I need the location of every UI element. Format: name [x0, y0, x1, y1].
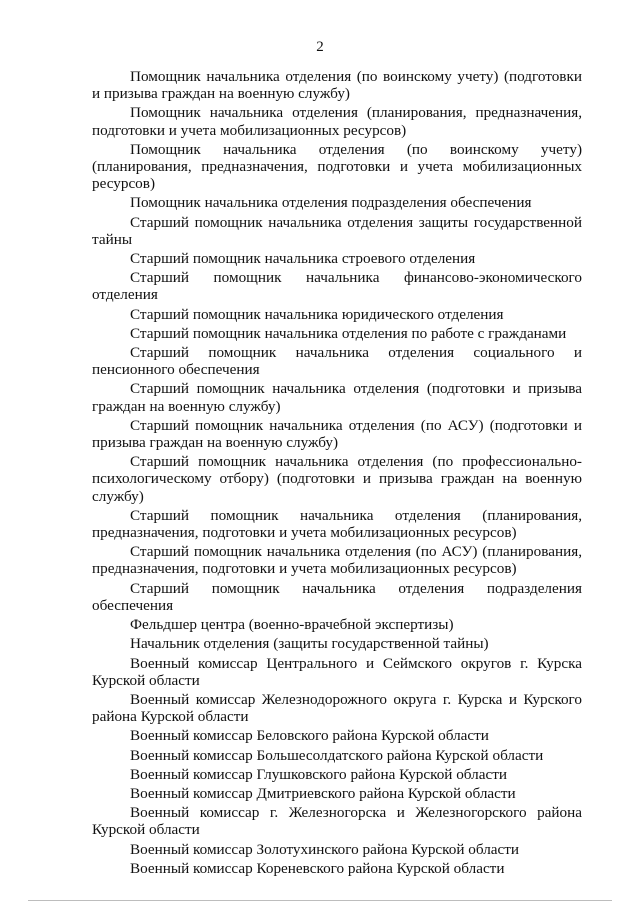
list-item: Старший помощник начальника отделения (по профессионально-психологическому отбору) (подготовки и призыва граждан на военную службу): [92, 453, 582, 505]
list-item: Старший помощник начальника юридического отделения: [130, 305, 504, 323]
list-item: Военный комиссар Золотухинского района Курской области: [130, 840, 520, 858]
list-item: Военный комиссар Кореневского района Курской области: [130, 859, 505, 877]
page-number: 2: [316, 39, 324, 55]
list-item: Помощник начальника отделения (по воинскому учету) (подготовки и призыва граждан на военную службу): [92, 68, 582, 103]
list-item: Фельдшер центра (военно-врачебной экспертизы): [130, 616, 454, 634]
list-item: Начальник отделения (защиты государственной тайны): [130, 635, 489, 653]
list-item: Старший помощник начальника строевого отделения: [130, 250, 476, 268]
list-item: Старший помощник начальника отделения по работе с гражданами: [130, 324, 567, 342]
list-item: Военный комиссар Центрального и Сеймского округов г. Курска Курской области: [92, 654, 582, 689]
list-item: Старший помощник начальника отделения (по АСУ) (подготовки и призыва граждан на военную службу): [92, 416, 582, 452]
bottom-divider: [28, 900, 612, 901]
list-item: Старший помощник начальника отделения (по АСУ) (планирования, предназначения, подготовки и учета мобилизационных ресурсов): [92, 543, 582, 578]
list-item: Помощник начальника отделения (по воинскому учету) (планирования, предназначения, подготовки и учета мобилизационных ресурсов): [92, 140, 582, 193]
list-item: Военный комиссар Глушковского района Курской области: [130, 765, 507, 783]
list-item: Старший помощник начальника отделения социального и пенсионного обеспечения: [92, 344, 582, 379]
list-item: Военный комиссар Большесолдатского района Курской области: [130, 746, 544, 764]
list-item: Военный комиссар Беловского района Курской области: [130, 727, 489, 745]
list-item: Старший помощник начальника отделения (подготовки и призыва граждан на военную службу): [92, 380, 582, 415]
list-item: Помощник начальника отделения (планирования, предназначения, подготовки и учета мобилизационных ресурсов): [92, 104, 582, 139]
position-list: [92, 68, 582, 879]
list-item: Военный комиссар г. Железногорска и Железногорского района Курской области: [92, 804, 582, 839]
list-item: Помощник начальника отделения подразделения обеспечения: [130, 194, 532, 212]
list-item: Старший помощник начальника отделения подразделения обеспечения: [92, 579, 582, 614]
list-item: Военный комиссар Дмитриевского района Курской области: [130, 784, 516, 802]
list-item: Военный комиссар Железнодорожного округа г. Курска и Курского района Курской области: [92, 690, 582, 726]
list-item: Старший помощник начальника отделения (планирования, предназначения, подготовки и учета мобилизационных ресурсов): [92, 506, 582, 542]
list-item: Старший помощник начальника отделения защиты государственной тайны: [92, 213, 582, 248]
list-item: Старший помощник начальника финансово-экономического отделения: [92, 269, 582, 304]
